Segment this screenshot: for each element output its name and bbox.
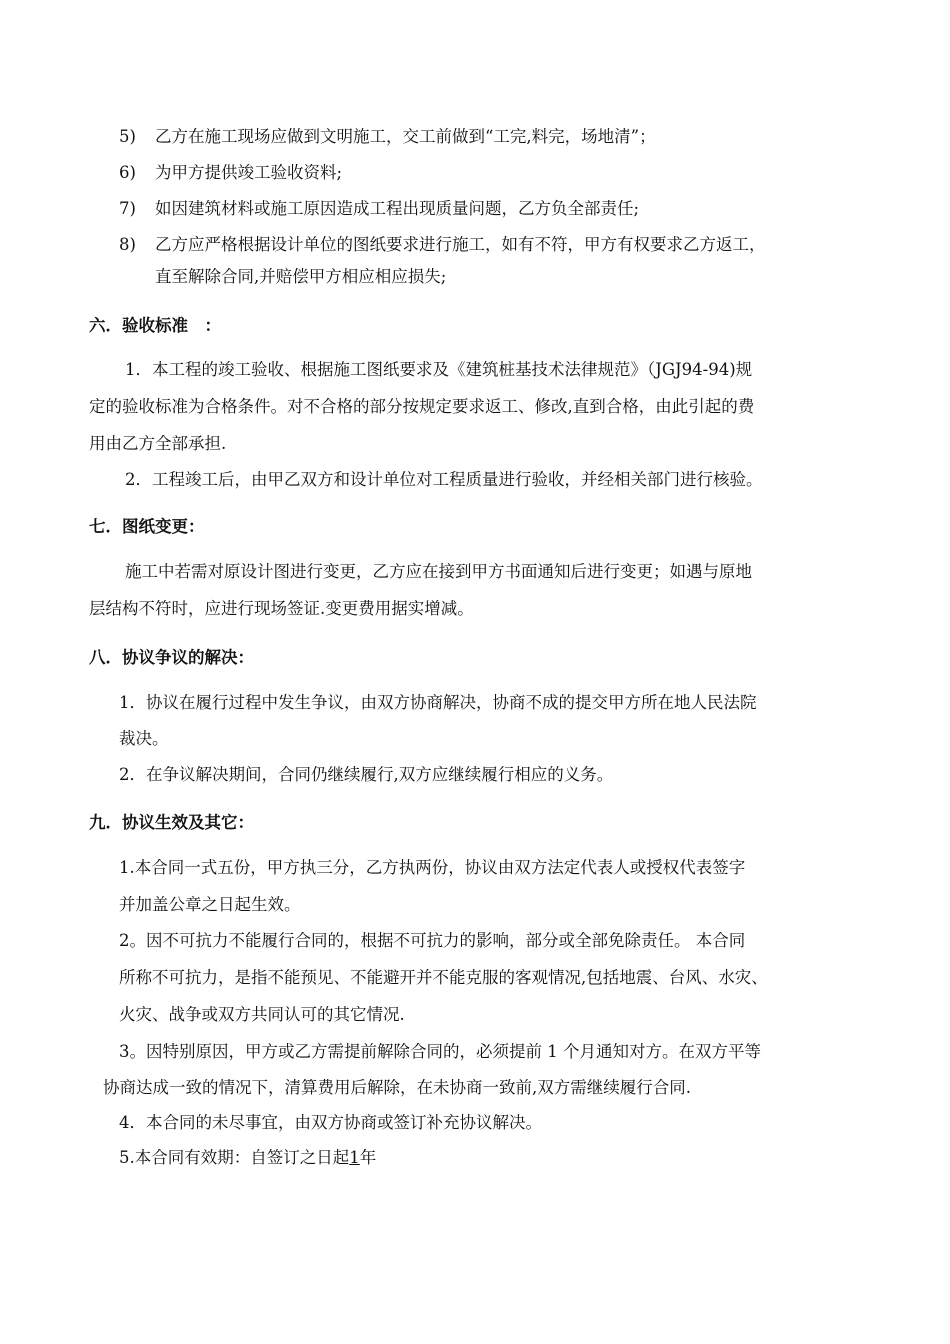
section-heading: 八．协议争议的解决： — [89, 648, 254, 667]
paragraph-line: 2．工程竣工后，由甲乙双方和设计单位对工程质量进行验收，并经相关部门进行核验。 — [125, 470, 763, 489]
list-item-number: 6) — [119, 163, 136, 182]
list-item-text: 为甲方提供竣工验收资料; — [155, 163, 343, 182]
list-item-text: 如因建筑材料或施工原因造成工程出现质量问题，乙方负全部责任; — [155, 199, 640, 218]
section-heading: 七．图纸变更： — [89, 517, 205, 536]
paragraph-line: 所称不可抗力，是指不能预见、不能避开并不能克服的客观情况,包括地震、台风、水灾、 — [119, 968, 768, 987]
list-item-text: 乙方应严格根据设计单位的图纸要求进行施工，如有不符，甲方有权要求乙方返工， — [155, 235, 766, 254]
list-item-number: 8) — [119, 235, 136, 254]
validity-suffix: 年 — [359, 1148, 377, 1167]
paragraph-line: 施工中若需对原设计图进行变更，乙方应在接到甲方书面通知后进行变更；如遇与原地 — [125, 562, 752, 581]
paragraph-line: 火灾、战争或双方共同认可的其它情况. — [119, 1005, 405, 1024]
validity-years: 1 — [349, 1148, 360, 1167]
list-item-continuation: 直至解除合同,并赔偿甲方相应相应损失; — [155, 267, 447, 286]
paragraph-line: 定的验收标准为合格条件。对不合格的部分按规定要求返工、修改,直到合格，由此引起的费 — [89, 397, 755, 416]
validity-line — [119, 1146, 376, 1170]
validity-prefix: 5.本合同有效期：自签订之日起 — [119, 1148, 350, 1167]
paragraph-line: 3。因特别原因，甲方或乙方需提前解除合同的，必须提前 1 个月通知对方。在双方平等 — [119, 1042, 761, 1061]
paragraph-line: 2．在争议解决期间，合同仍继续履行,双方应继续履行相应的义务。 — [119, 765, 614, 784]
paragraph-line: 4．本合同的未尽事宜，由双方协商或签订补充协议解决。 — [119, 1113, 542, 1132]
paragraph-line: 并加盖公章之日起生效。 — [119, 895, 301, 914]
list-item-number: 7) — [119, 199, 136, 218]
paragraph-line: 协商达成一致的情况下，清算费用后解除，在未协商一致前,双方需继续履行合同. — [103, 1078, 691, 1097]
paragraph-line: 1.本合同一式五份，甲方执三分，乙方执两份，协议由双方法定代表人或授权代表签字 — [119, 858, 746, 877]
paragraph-line: 裁决。 — [119, 729, 169, 748]
section-heading: 六．验收标准 ： — [89, 316, 221, 335]
list-item-text: 乙方在施工现场应做到文明施工，交工前做到“工完,料完，场地清”； — [155, 127, 656, 146]
paragraph-line: 1．本工程的竣工验收、根据施工图纸要求及《建筑桩基技术法律规范》（JGJ94-94)规 — [125, 360, 753, 379]
paragraph-line: 1．协议在履行过程中发生争议，由双方协商解决，协商不成的提交甲方所在地人民法院 — [119, 693, 757, 712]
paragraph-line: 层结构不符时，应进行现场签证.变更费用据实增减。 — [89, 599, 474, 618]
list-item-number: 5) — [119, 127, 136, 146]
paragraph-line: 用由乙方全部承担. — [89, 434, 227, 453]
section-heading: 九．协议生效及其它： — [89, 813, 254, 832]
paragraph-line: 2。因不可抗力不能履行合同的，根据不可抗力的影响，部分或全部免除责任。 本合同 — [119, 931, 746, 950]
